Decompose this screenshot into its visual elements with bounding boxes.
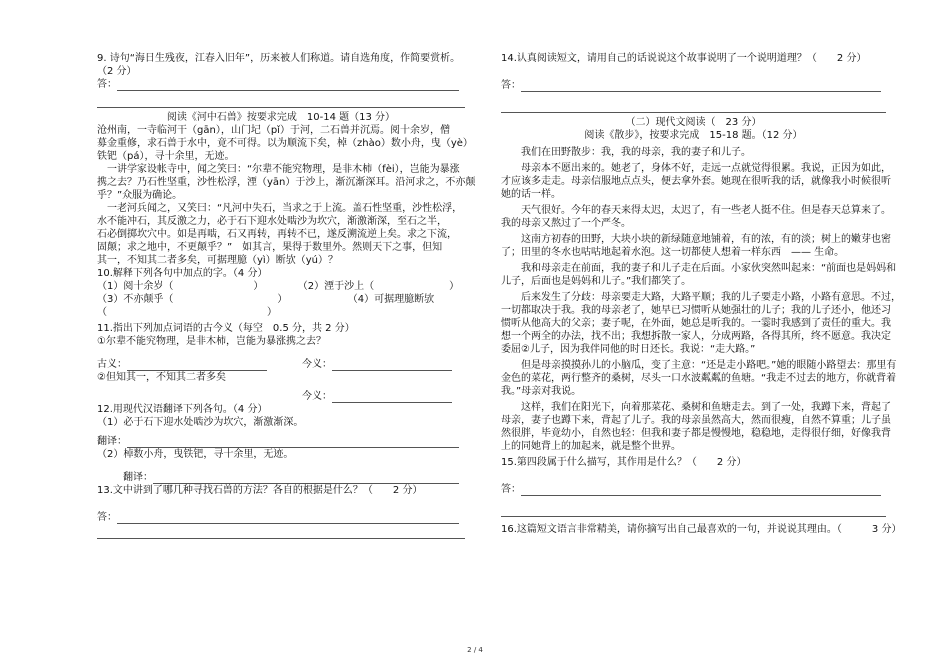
section2-title: （二）现代文阅读（ 23 分）	[625, 117, 762, 128]
passage-line: 想一个两全的办法，找不出；我想拆散一家人，分成两路，各得其所，终不愿意。我决定	[501, 331, 891, 342]
fanyi-label: 翻译：	[97, 436, 127, 447]
answer-label: 答：	[501, 80, 521, 91]
left-column	[97, 52, 476, 539]
gu-blank[interactable]	[127, 360, 267, 371]
passage-line: 沧州南，一寺临河干（gān），山门圮（pǐ）于河，二石兽并沉焉。阅十余岁，僧	[97, 125, 450, 136]
page-number: 2 / 4	[467, 646, 483, 654]
passage-line: 水不能冲石，其反激之力，必于石下迎水处啮沙为坎穴，渐激渐深，至石之半，	[97, 216, 447, 227]
section2-subtitle: 阅读《散步》，按要求完成 15-18 题。（12 分）	[584, 130, 803, 141]
q14-text: 14.认真阅读短文，请用自己的话说说这个故事说明了一个说明道理？（ 2 分）	[501, 53, 867, 64]
answer-label: 答：	[501, 484, 521, 495]
q10-item-2: （2）湮于沙上（	[297, 281, 375, 292]
answer-label: 答：	[97, 512, 117, 523]
translate-blank[interactable]	[127, 437, 459, 448]
q10-row3	[97, 306, 465, 319]
q12-text: 12.用现代汉语翻译下列各句。（4 分）	[97, 404, 268, 415]
divider	[97, 107, 465, 108]
passage-line: 我的母亲又熬过了一个严冬。	[501, 218, 631, 229]
passage-line: 一讲学家设帐寺中，闻之笑曰：“尔辈不能究物理，是非木柿（fèi），岂能为暴涨	[97, 164, 460, 175]
passage-line: 金色的菜花，两行整齐的桑树，尽头一口水波粼粼的鱼塘。“我走不过去的地方，你就背着	[501, 373, 897, 384]
passage-line: 携之去？乃石性坚重，沙性松浮，湮（yān）于沙上，渐沉渐深耳。沿河求之，不亦颠	[97, 177, 476, 188]
q9-answer-line	[97, 78, 465, 91]
q9-score: （2 分）	[97, 66, 137, 77]
q9-text: 9. 诗句“海日生残夜，江春入旧年”，历来被人们称道。请自选角度，作简要赏析。	[97, 53, 461, 64]
passage-line: 一老河兵闻之，又笑曰：“凡河中失石，当求之于上流。盖石性坚重，沙性松浮，	[97, 203, 463, 214]
passage-line: 募金重修，求石兽于水中，竟不可得。以为顺流下矣，棹（zhào）数小舟，曳（yè）	[97, 138, 473, 149]
paren-open: （	[97, 307, 107, 318]
passage-line: 乎？”众服为确论。	[97, 190, 183, 201]
answer-blank[interactable]	[521, 81, 881, 92]
paren-close: ）	[277, 294, 288, 305]
passage-line: 她的话一样。	[501, 189, 561, 200]
passage-line: 上的同她背上的加起来，就是整个世界。	[501, 441, 681, 452]
passage-line: 天气很好。今年的春天来得太迟，太迟了，有一些老人挺不住。但是春天总算来了。	[501, 205, 891, 216]
passage-line: 才应该多走走。母亲信服地点点头，便去拿外套。她现在很听我的话，就像我小时候很听	[501, 176, 891, 187]
q12-translate-2	[97, 471, 465, 484]
modern-passage	[501, 146, 901, 453]
q12-item-2: （2）棹数小舟，曳铁钯，寻十余里，无迹。	[97, 449, 294, 460]
q11-item-2: ②但知其一，不知其二者多矣	[97, 372, 226, 383]
passage-line: 儿子，后面也是妈妈和儿子。”我们都笑了。	[501, 276, 692, 287]
jin-label: 今义：	[302, 359, 332, 370]
q10-item-3: （3）不亦颠乎（	[97, 294, 174, 305]
q11-row1	[97, 358, 465, 371]
answer-blank[interactable]	[117, 80, 459, 91]
paren-close: ）	[253, 281, 264, 292]
jin-label: 今义：	[302, 391, 332, 402]
passage-line: 了；田里的冬水也咕咕地起着水泡。这一切都使人想着一样东西 —— 生命。	[501, 247, 845, 258]
q12-item-1: （1）必于石下迎水处啮沙为坎穴，渐激渐深。	[97, 417, 304, 428]
paren-close: ）	[267, 307, 277, 318]
q16-text: 16.这篇短文语言非常精美，请你摘写出自己最喜欢的一句，并说说其理由。（ 3 分）	[501, 524, 902, 535]
q10-row2	[97, 293, 465, 306]
translate-blank[interactable]	[153, 473, 459, 484]
answer-blank-2[interactable]	[97, 538, 465, 539]
answer-blank[interactable]	[521, 485, 881, 496]
q14-answer-line	[501, 79, 886, 92]
passage-line: 其一，不知其二者多矣，可据理臆（yì）断欤（yú）？	[97, 255, 338, 266]
passage-line: 铁钯（pá），寻十余里，无迹。	[97, 151, 235, 162]
fanyi-label: 翻译：	[123, 472, 153, 483]
passage-line: 这样，我们在阳光下，向着那菜花、桑树和鱼塘走去。到了一处，我蹲下来，背起了	[501, 402, 891, 413]
passage-line: 母亲，妻子也蹲下来，背起了儿子。我的母亲虽然高大，然而很瘦，自然不算重；儿子虽	[501, 415, 891, 426]
jin-blank[interactable]	[332, 392, 452, 403]
reading-title: 阅读《河中石兽》按要求完成 10-14 题（13 分）	[166, 112, 396, 123]
q10-text: 10.解释下列各句中加点的字。（4 分）	[97, 268, 268, 279]
answer-blank-2[interactable]	[501, 112, 886, 113]
q11-row2	[97, 390, 465, 403]
answer-blank[interactable]	[117, 513, 459, 524]
gu-label: 古义：	[97, 359, 127, 370]
passage-line: 委屈②儿子，因为我伴同他的时日还长。我说：“走大路。”	[501, 344, 756, 355]
classical-passage	[97, 124, 476, 267]
passage-line: 一切都取决于我。我的母亲老了，她早已习惯听从她强壮的儿子；我的儿子还小，他还习	[501, 305, 891, 316]
right-column	[501, 52, 902, 536]
q13-answer-line	[97, 511, 465, 524]
q10-row1	[97, 280, 465, 293]
passage-line: 但是母亲摸摸孙儿的小脑瓜，变了主意：“还是走小路吧。”她的眼随小路望去：那里有	[501, 360, 897, 371]
passage-line: 石必倒掷坎穴中。如是再啮，石又再转，再转不已，遂反溯流逆上矣。求之下流，	[97, 229, 457, 240]
q15-text: 15.第四段属于什么描写，其作用是什么？（ 2 分）	[501, 457, 747, 468]
passage-line: 我们在田野散步：我，我的母亲，我的妻子和儿子。	[501, 147, 751, 158]
passage-line: 惯听从他高大的父亲；妻子呢，在外面，她总是听我的。一霎时我感到了责任的重大。我	[501, 318, 891, 329]
passage-line: 我和母亲走在前面，我的妻子和儿子走在后面。小家伙突然叫起来：“前面也是妈妈和	[501, 263, 897, 274]
passage-line: 然很胖，毕竟幼小，自然也轻：但我和妻子都是慢慢地，稳稳地，走得很仔细，好像我背	[501, 428, 891, 439]
q15-answer-line	[501, 483, 886, 496]
q11-item-1: ①尔辈不能究物理，是非木柿，岂能为暴涨携之去？	[97, 336, 326, 347]
passage-line: 我。”母亲对我说。	[501, 386, 582, 397]
passage-line: 母亲本不愿出来的。她老了，身体不好，走远一点就觉得很累。我说，正因为如此，	[501, 163, 891, 174]
q11-text: 11.指出下列加点词语的古今义（每空 0.5 分，共 2 分）	[97, 323, 355, 334]
answer-label: 答：	[97, 79, 117, 90]
passage-line: 这南方初春的田野，大块小块的新绿随意地铺着，有的浓，有的淡；树上的嫩芽也密	[501, 234, 891, 245]
q13-text: 13.文中讲到了哪几种寻找石兽的方法？各自的根据是什么？（ 2 分）	[97, 485, 423, 496]
passage-line: 固颠；求之地中，不更颠乎？” 如其言，果得于数里外。然则天下之事，但知	[97, 242, 443, 253]
jin-blank[interactable]	[332, 360, 452, 371]
q12-translate-1	[97, 435, 465, 448]
paren-close: ）	[449, 281, 460, 292]
q10-item-1: （1）阅十余岁（	[97, 281, 174, 292]
q10-item-4: （4）可据理臆断欤	[347, 294, 435, 305]
passage-line: 后来发生了分歧：母亲要走大路，大路平顺；我的儿子要走小路，小路有意思。不过，	[501, 292, 901, 303]
